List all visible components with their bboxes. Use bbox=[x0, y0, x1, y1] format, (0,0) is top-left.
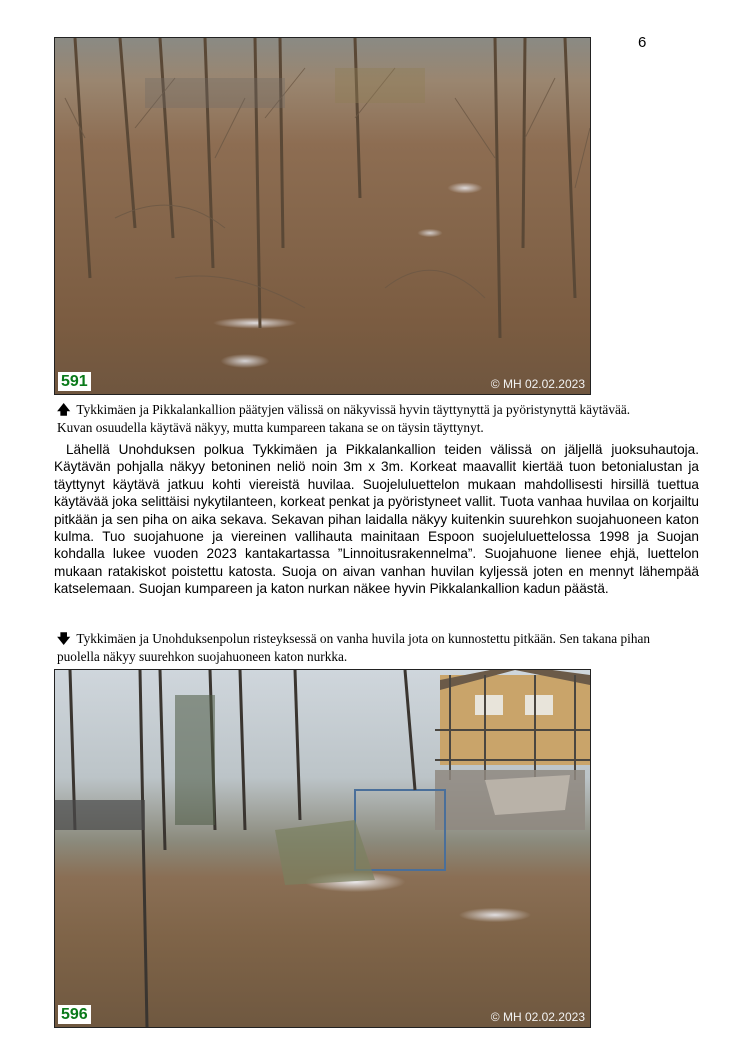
caption-text: Tykkimäen ja Pikkalankallion päätyjen välissä on näkyvissä hyvin täyttynyttä ja pyöristynyttä käytävää. Kuvan osuudella käytävä näkyy, mutta kumpareen takana se on täysin täyttynyt. bbox=[57, 402, 631, 435]
forest-trees-drawing bbox=[55, 38, 590, 394]
photo-villa-yard bbox=[54, 669, 591, 1028]
photo-caption bbox=[57, 630, 657, 665]
photo-caption bbox=[57, 401, 657, 436]
photo-forest-trench bbox=[54, 37, 591, 395]
villa-yard-drawing bbox=[55, 670, 590, 1027]
caption-text: Tykkimäen ja Unohduksenpolun risteyksessä on vanha huvila jota on kunnostettu pitkään. Sen takana pihan puolella näkyy suurehkon suojahuoneen katon nurkka. bbox=[57, 631, 651, 664]
page-number: 6 bbox=[638, 34, 647, 51]
photo-number: 591 bbox=[58, 372, 91, 391]
down-arrow-icon: 🡇 bbox=[57, 632, 71, 647]
photo-credit: © MH 02.02.2023 bbox=[490, 377, 585, 391]
up-arrow-icon: 🡅 bbox=[57, 403, 71, 418]
body-paragraph: Lähellä Unohduksen polkua Tykkimäen ja Pikkalankallion teiden välissä on jäljellä juoksuhautoja. Käytävän pohjalla näkyy betoninen neliö noin 3m x 3m. Korkeat maavallit kiertää tuon betonialustan ja täyttynyt käytävä jatkuu kohti viereistä huvilaa. Suojeluluettelon mukaan mahdollisesti hirsillä tuettua käytävää joka selittäisi nykytilanteen, korkeat penkat ja pyöristyneet vallit. Tuota vanhaa huvilaa on korjailtu pitkään ja sen piha on aika sekava. Sekavan pihan laidalla näkyy kuitenkin suurehkon suojahuoneen katon kulma. Tuo suojahuone ja viereinen vallihauta mainitaan Espoon suojeluluettelossa 1998 ja Suojan kohdalla lukee vuoden 2023 kantakartassa ”Linnoitusrakennelma”. Suojahuone lienee ehjä, luettelon mukaan ratakiskot poistettu katosta. Suoja on aivan vanhan huvilan kyljessä joten en mennyt lähempää katselemaan. Suojan kumpareen ja katon nurkan näkee hyvin Pikkalankallion kadun päästä. bbox=[54, 442, 699, 597]
photo-credit: © MH 02.02.2023 bbox=[490, 1010, 585, 1024]
photo-number: 596 bbox=[58, 1005, 91, 1024]
